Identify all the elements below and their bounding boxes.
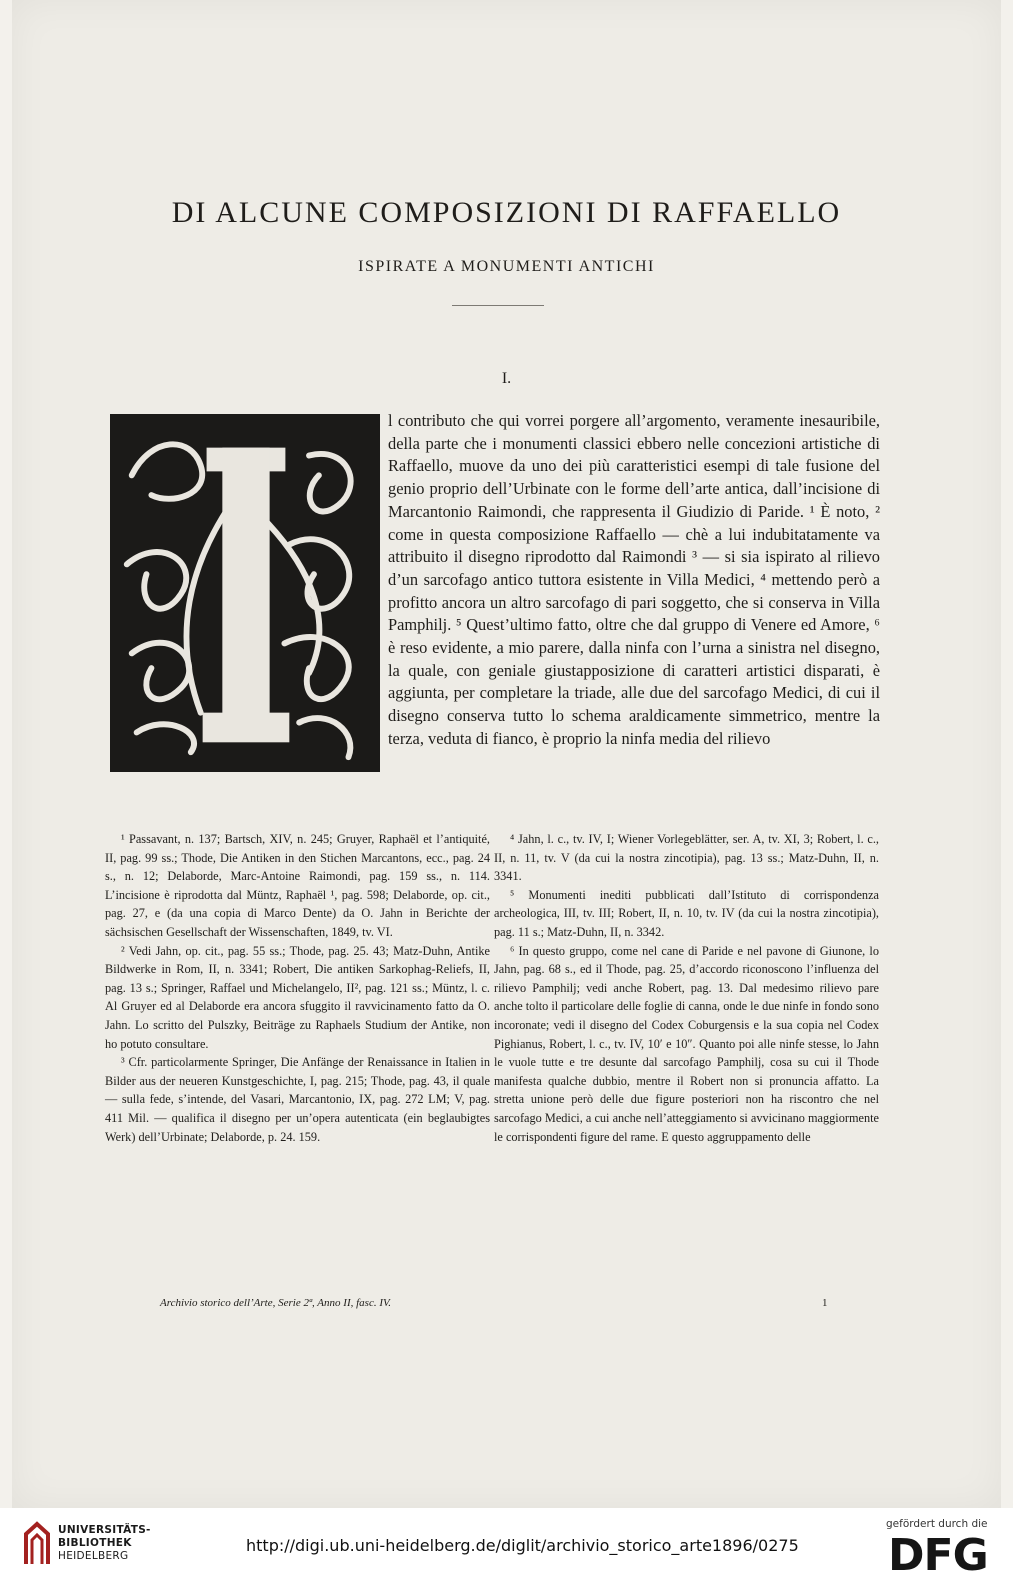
title-divider bbox=[452, 305, 544, 306]
footnote-1: ¹ Passavant, n. 137; Bartsch, XIV, n. 245; Gruyer, Raphaël et l’antiquité, II, pag. 99 ss.; Thode, Die Antiken in den Stichen Marcantons, ecc., pag. 24 s., n. 12; Delaborde, Marc-Antoine Raimondi, pag. 159 ss., n. 114. L’incisione è riprodotta dal Müntz, Raphaël ¹, pag. 598; Delaborde, op. cit., pag. 27, e (da una copia di Marco Dente) da O. Jahn in Berichte der sächsischen Gesellschaft der Wissenschaften, 1849, tv. VI. bbox=[105, 832, 490, 939]
university-library-logo-icon bbox=[22, 1520, 52, 1568]
article-subtitle: ISPIRATE A MONUMENTI ANTICHI bbox=[358, 258, 655, 275]
dfg-logo[interactable]: DFG bbox=[888, 1530, 988, 1581]
footnote-5: ⁵ Monumenti inediti pubblicati dall’Istituto di corrispondenza archeologica, III, tv. III; Robert, II, n. 10, tv. IV (da cui la nostra zincotipia), pag. 11 s.; Matz-Duhn, II, n. 3342. bbox=[494, 887, 879, 939]
footnote-3: ³ Cfr. particolarmente Springer, Die Anfänge der Renaissance in Italien in Bilder aus der neueren Kunstgeschichte, I, pag. 215; Thode, pag. 43, il quale — sulla fede, s’intende, del Vasari, Marcantonio, IX, pag. 272 LM; V, pag. 411 Mil. — qualifica il disegno per un’opera autenticata (ein beglaubigtes Werk) dell’Urbinate; Delaborde, p. 24. 159. bbox=[105, 1055, 490, 1144]
running-footer: Archivio storico dell’Arte, Serie 2ª, Anno II, fasc. IV. bbox=[160, 1297, 392, 1309]
footnotes-left-column bbox=[105, 830, 490, 1146]
library-line-3: HEIDELBERG bbox=[58, 1550, 129, 1562]
footnote-2: ² Vedi Jahn, op. cit., pag. 55 ss.; Thode, pag. 25. 43; Matz-Duhn, Antike Bildwerke in Rom, II, n. 3341; Robert, Die antiken Sarkophag-Reliefs, II, pag. 13 s.; Springer, Raffael und Michelangelo, II², pag. 121 ss.; Müntz, l. c. Al Gruyer ed al Delaborde era ancora sfuggito il ravvicinamento fatto da O. Jahn. Lo scritto del Pulszky, Beiträge zu Raphaels Studium der Antike, non ho potuto consultare. bbox=[105, 943, 490, 1051]
university-library-name[interactable] bbox=[58, 1524, 151, 1563]
permalink-url[interactable]: http://digi.ub.uni-heidelberg.de/diglit/archivio_storico_arte1896/0275 bbox=[246, 1536, 799, 1555]
article-title: DI ALCUNE COMPOSIZIONI DI RAFFAELLO bbox=[171, 196, 842, 229]
page-number: 1 bbox=[822, 1297, 828, 1309]
body-text: l contributo che qui vorrei porgere all’argomento, veramente inesauribile, della parte che i monumenti classici ebbero nelle concezioni artistiche di Raffaello, muove da uno dei più caratteristici esempi di tale fusione del genio proprio dell’Urbinate con le forme dell’arte antica, dall’incisione di Marcantonio Raimondi, che rappresenta il Giudizio di Paride. ¹ È noto, ² come in questa composizione Raffaello — chè a lui indubitatamente va attribuito il disegno riprodotto dal Raimondi ³ — si sia ispirato al rilievo d’un sarcofago antico tuttora esistente in Villa Medici, ⁴ mettendo però a profitto ancora un altro sarcofago di pari soggetto, che si conserva in Villa Pamphilj. ⁵ Quest’ultimo fatto, oltre che dal gruppo di Venere ed Amore, ⁶ è reso evidente, a mio parere, dalla ninfa con l’urna a sinistra nel disegno, la quale, con geniale giustapposizione di caratteri artistici disparati, è aggiunta, per completare la triade, alle due del sarcofago Medici, di cui il disegno conserva tutto lo schema araldicamente simmetrico, mentre la terza, veduta di fianco, è proprio la ninfa media del rilievo bbox=[388, 411, 880, 748]
section-number: I. bbox=[501, 370, 512, 387]
funding-label: gefördert durch die bbox=[886, 1518, 988, 1530]
library-line-2: BIBLIOTHEK bbox=[58, 1537, 132, 1549]
footnote-4: ⁴ Jahn, l. c., tv. IV, I; Wiener Vorlegeblätter, ser. A, tv. XI, 3; Robert, l. c., II, n. 11, tv. V (da cui la nostra zincotipia), pag. 13 ss.; Matz-Duhn, II, n. 3341. bbox=[494, 832, 879, 884]
footnote-6: ⁶ In questo gruppo, come nel cane di Paride e nel pavone di Giunone, lo Jahn, pag. 68 s., ed il Thode, pag. 25, d’accordo riconoscono l’influenza del rilievo Pamphilj; vedi anche Robert, pag. 13. Dal medesimo rilievo pare anche tolto il particolare delle foglie di canna, onde le due ninfe in fondo sono incoronate; vedi il disegno del Codex Coburgensis e la sua copia nel Codex Pighianus, Robert, l. c., tv. IV, 10′ e 10″. Quanto poi alle ninfe stesse, lo Jahn le vuole tutte e tre desunte dal sarcofago Pamphilj, cosa su cui il Thode manifesta qualche dubbio, mentre il Robert non si pronuncia affatto. La stretta unione però delle due figure posteriori non ha riscontro che nel sarcofago Medici, a cui anche nell’atteggiamento si avvicinano maggiormente le corrispondenti figure del rame. E questo aggruppamento delle bbox=[494, 943, 879, 1144]
ornamental-initial-i-icon bbox=[110, 414, 380, 772]
footnotes-right-column bbox=[494, 830, 879, 1146]
library-line-1: UNIVERSITÄTS- bbox=[58, 1524, 151, 1536]
